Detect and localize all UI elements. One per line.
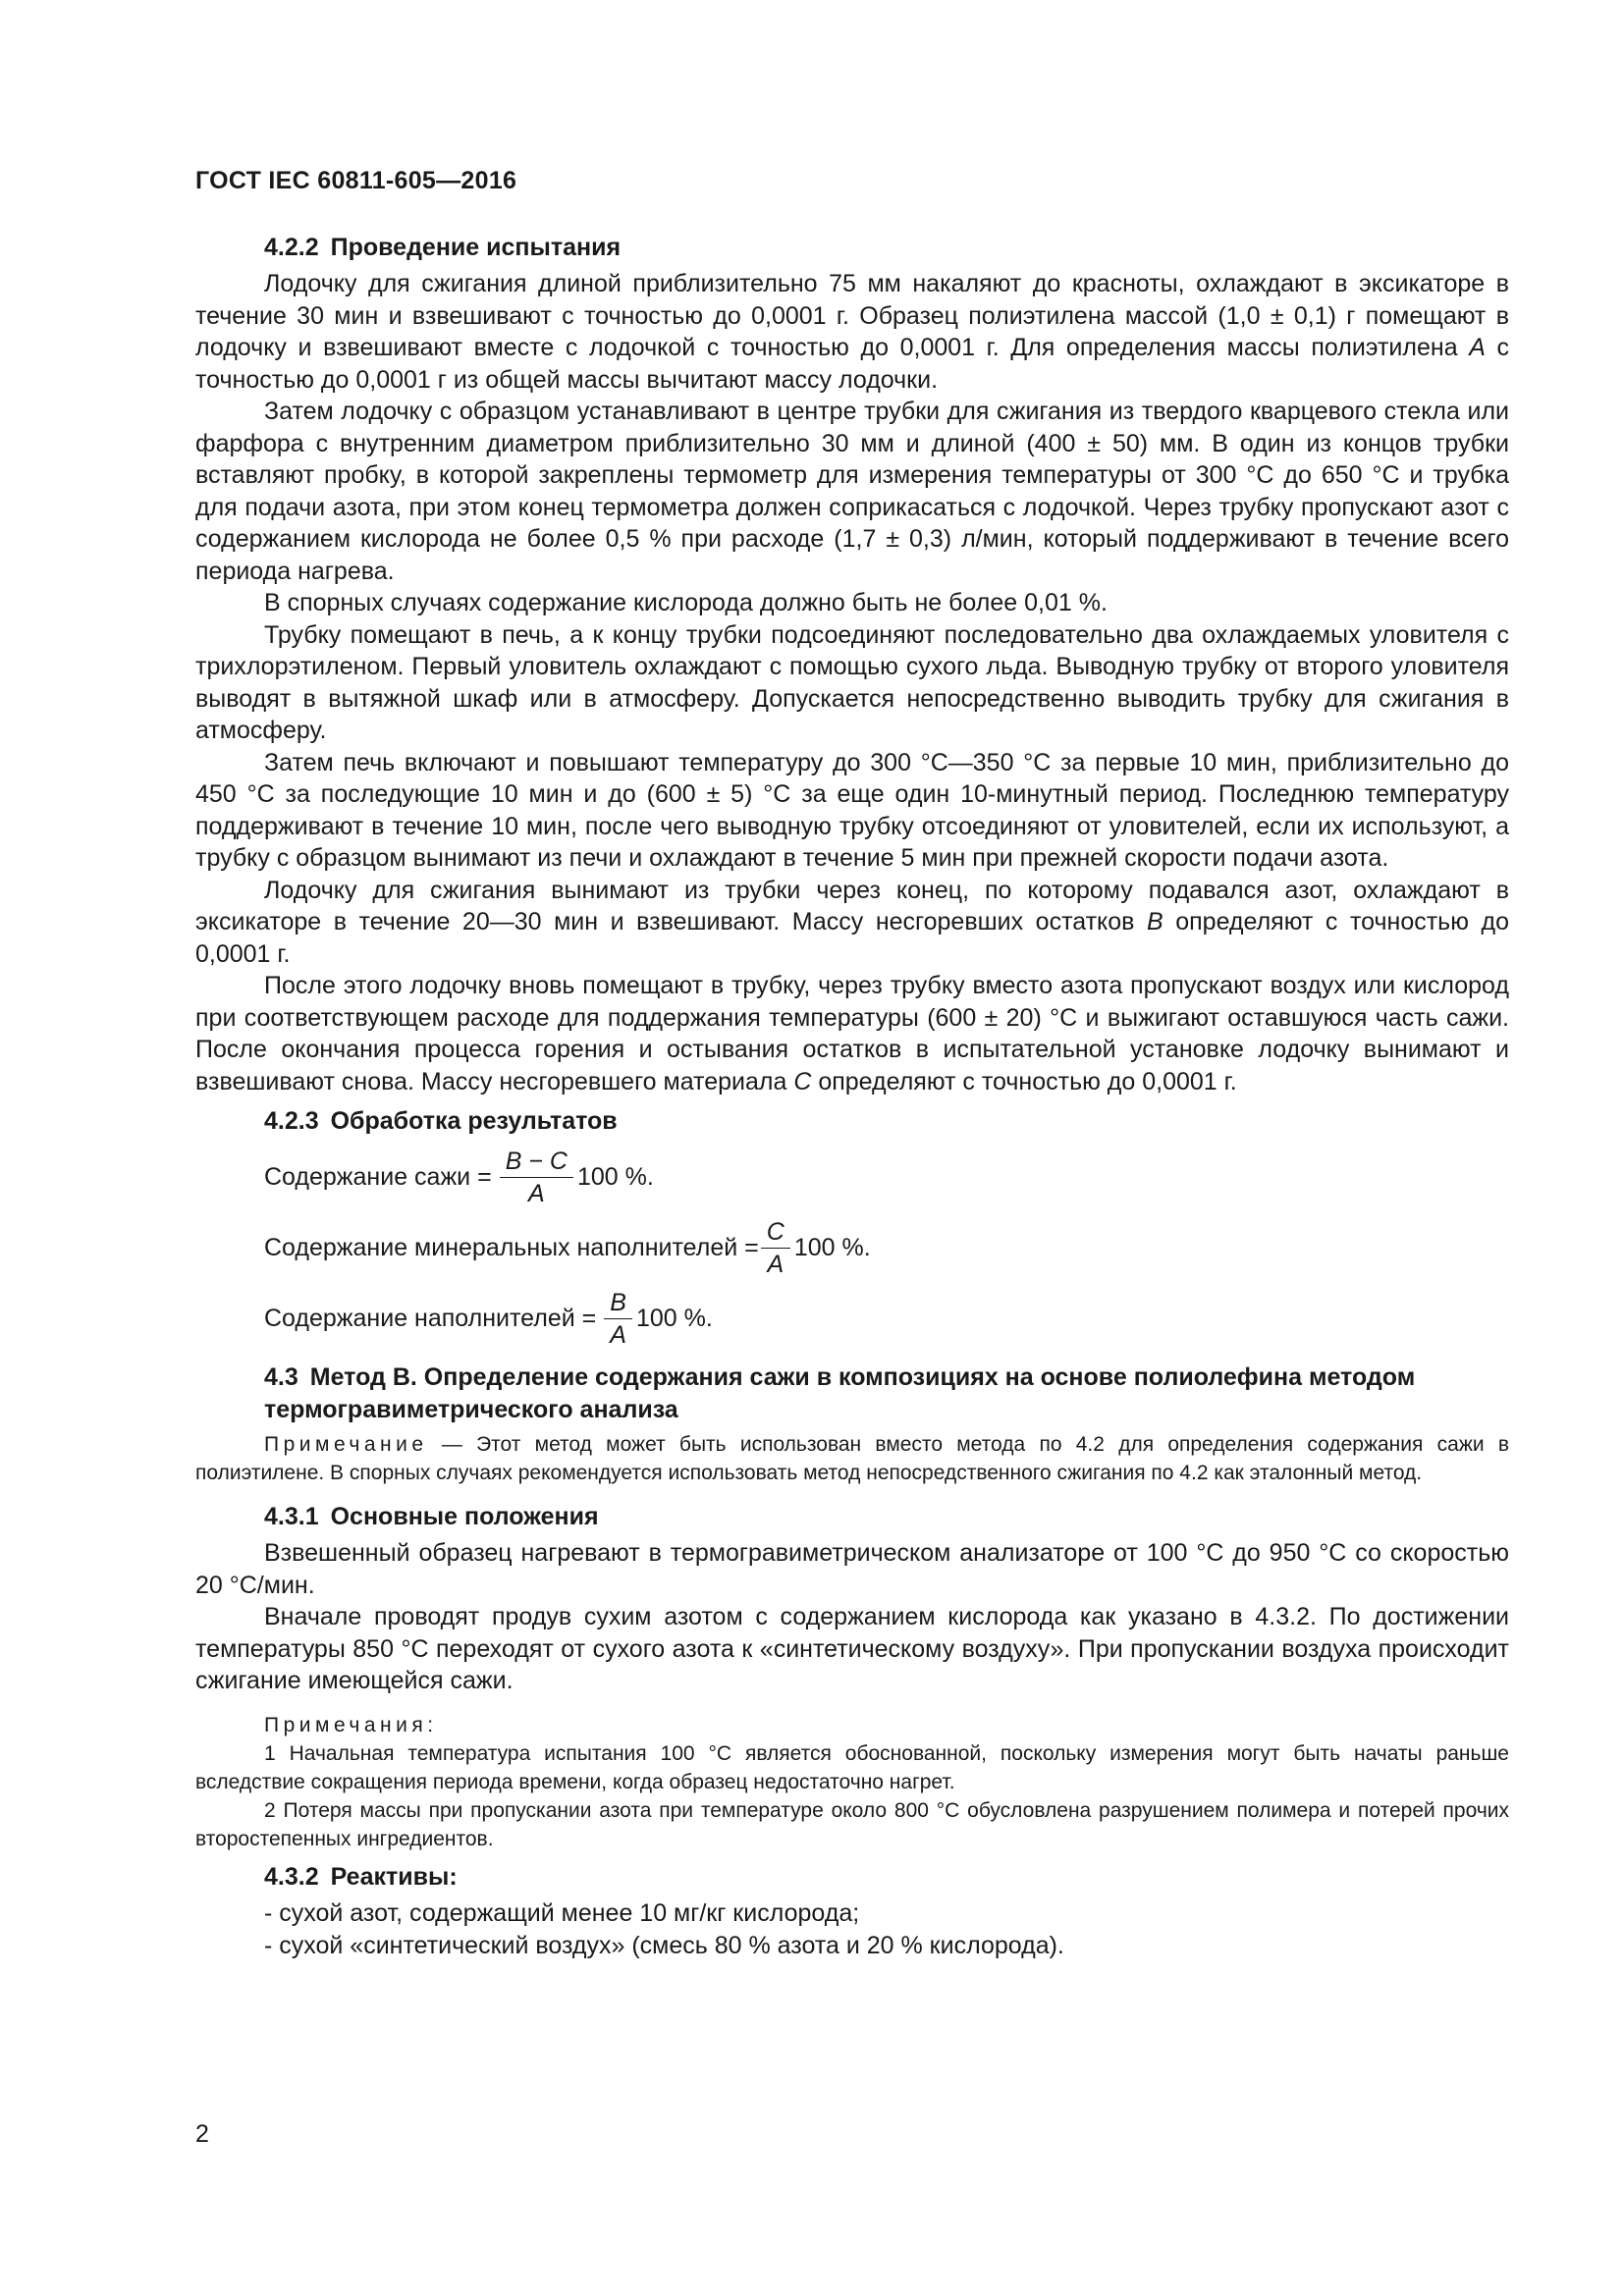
section-title: Метод В. Определение содержания сажи в композициях на основе полиолефина методом термогравиметрического анализа: [264, 1363, 1416, 1423]
fraction: [500, 1147, 573, 1208]
paragraph-text: определяют с точностью до 0,0001 г.: [195, 908, 1509, 968]
formula-filler-content: [264, 1283, 1509, 1354]
section-number: 4.2.2: [264, 234, 319, 261]
formula-tail: 100 %.: [576, 1162, 654, 1191]
section-number: 4.2.3: [264, 1107, 319, 1135]
formula-label: Содержание наполнителей =: [264, 1304, 597, 1332]
section-heading-4-3: [264, 1362, 1509, 1426]
list-item: - сухой азот, содержащий менее 10 мг/кг кислорода;: [264, 1898, 860, 1927]
section-heading-4-2-3: [264, 1105, 1509, 1138]
section-number: 4.3.1: [264, 1503, 319, 1530]
fraction-numerator: B − C: [500, 1147, 573, 1178]
paragraph-text: После этого лодочку вновь помещают в трубку, через трубку вместо азота пропускают воздух или кислород при соответствующем расходе для поддержания температуры (600 ± 20) °С и выжигают оставшуюся часть сажи. После окончания процесса горения и остывания остатков в испытательной установке лодочку вынимают и взвешивают снова. Массу несгоревшего материала: [195, 972, 1509, 1095]
variable: B: [1147, 908, 1163, 935]
paragraph: В спорных случаях содержание кислорода должно быть не более 0,01 %.: [264, 589, 1108, 616]
paragraph: Трубку помещают в печь, а к концу трубки подсоединяют последовательно два охлаждаемых уловителя с трихлорэтиленом. Первый уловитель охлаждают с помощью сухого льда. Выводную трубку от второго уловителя выводят в вытяжной шкаф или в атмосферу. Допускается непосредственно выводить трубку для сжигания в атмосферу.: [195, 620, 1509, 744]
note-label: Примечание: [264, 1433, 428, 1456]
section-number: 4.3: [264, 1363, 298, 1391]
paragraph: Взвешенный образец нагревают в термогравиметрическом анализаторе от 100 °С до 950 °С со скоростью 20 °С/мин.: [195, 1539, 1509, 1599]
notes-label-text: Примечания:: [264, 1713, 438, 1736]
fraction: [761, 1217, 790, 1279]
note-item: 2 Потеря массы при пропускании азота при температуре около 800 °С обусловлена разрушением полимера и потерей прочих второстепенных ингредиентов.: [195, 1798, 1509, 1850]
fraction-numerator: C: [761, 1217, 790, 1249]
section-heading-4-2-2: [264, 232, 1509, 264]
section-title: Проведение испытания: [330, 234, 622, 261]
formula-label: Содержание минеральных наполнителей =: [264, 1233, 759, 1261]
fraction-denominator: A: [527, 1179, 545, 1207]
note-item: 1 Начальная температура испытания 100 °С является обоснованной, поскольку измерения могут быть начаты раньше вследствие сокращения периода времени, когда образец недостаточно нагрет.: [195, 1741, 1509, 1793]
paragraph-text: определяют с точностью до 0,0001 г.: [811, 1067, 1237, 1095]
formula-label: Содержание сажи =: [264, 1162, 492, 1191]
section-title: Реактивы:: [330, 1862, 458, 1891]
paragraph-text: с точностью до 0,0001 г из общей массы вычитают массу лодочки.: [195, 334, 1509, 394]
page-number: 2: [195, 2120, 209, 2148]
variable: A: [1469, 334, 1486, 361]
formula-mineral-filler-content: [264, 1212, 1509, 1283]
formula-tail: 100 %.: [635, 1304, 713, 1332]
paragraph: [195, 970, 1509, 1097]
paragraph: [195, 875, 1509, 971]
section-number: 4.3.2: [264, 1862, 319, 1891]
section-title: Обработка результатов: [330, 1107, 618, 1135]
fraction-denominator: A: [767, 1250, 784, 1278]
note-text: — Этот метод может быть использован вместо метода по 4.2 для определения содержания сажи в полиэтилене. В спорных случаях рекомендуется использовать метод непосредственного сжигания по 4.2 как эталонный метод.: [195, 1433, 1509, 1484]
list-item: - сухой «синтетический воздух» (смесь 80 % азота и 20 % кислорода).: [264, 1931, 1064, 1959]
paragraph-text: Лодочку для сжигания длиной приблизительно 75 мм накаляют до красноты, охлаждают в эксикаторе в течение 30 мин и взвешивают с точностью до 0,0001 г. Образец полиэтилена массой (1,0 ± 0,1) г помещают в лодочку и взвешивают вместе с лодочкой с точностью до 0,0001 г. Для определения массы полиэтилена: [195, 270, 1509, 361]
fraction: [604, 1288, 632, 1350]
section-title: Основные положения: [330, 1503, 599, 1530]
notes-label: [195, 1711, 1509, 1739]
section-heading-4-3-2: [264, 1861, 1509, 1894]
fraction-numerator: B: [604, 1288, 632, 1319]
paragraph: Затем лодочку с образцом устанавливают в центре трубки для сжигания из твердого кварцевого стекла или фарфора с внутренним диаметром приблизительно 30 мм и длиной (400 ± 50) мм. В один из концов трубки вставляют пробку, в которой закреплены термометр для измерения температуры от 300 °С до 650 °С и трубка для подачи азота, при этом конец термометра должен соприкасаться с лодочкой. Через трубку пропускают азот с содержанием кислорода не более 0,5 % при расходе (1,7 ± 0,3) л/мин, который поддерживают в течение всего периода нагрева.: [195, 398, 1509, 585]
paragraph: Затем печь включают и повышают температуру до 300 °С—350 °С за первые 10 мин, приблизительно до 450 °С за последующие 10 мин и до (600 ± 5) °С за еще один 10-минутный период. Последнюю температуру поддерживают в течение 10 мин, после чего выводную трубку отсоединяют от уловителей, если их используют, а трубку с образцом вынимают из печи и охлаждают в течение 5 мин при прежней скорости подачи азота.: [195, 748, 1509, 872]
section-heading-4-3-1: [264, 1501, 1509, 1533]
page-content: [195, 232, 1509, 1962]
paragraph: Вначале проводят продув сухим азотом с содержанием кислорода как указано в 4.3.2. По достижении температуры 850 °С переходят от сухого азота к «синтетическому воздуху». При пропускании воздуха происходит сжигание имеющейся сажи.: [195, 1603, 1509, 1694]
formula-soot-content: [264, 1142, 1509, 1212]
fraction-denominator: A: [610, 1320, 626, 1349]
variable: C: [793, 1067, 812, 1095]
note: [195, 1430, 1509, 1487]
document-code-header: ГОСТ IEC 60811-605—2016: [195, 167, 517, 194]
formula-tail: 100 %.: [793, 1233, 871, 1261]
paragraph-text: Лодочку для сжигания вынимают из трубки через конец, по которому подавался азот, охлаждают в эксикаторе в течение 20—30 мин и взвешивают. Массу несгоревших остатков: [195, 876, 1509, 935]
paragraph: [195, 268, 1509, 396]
